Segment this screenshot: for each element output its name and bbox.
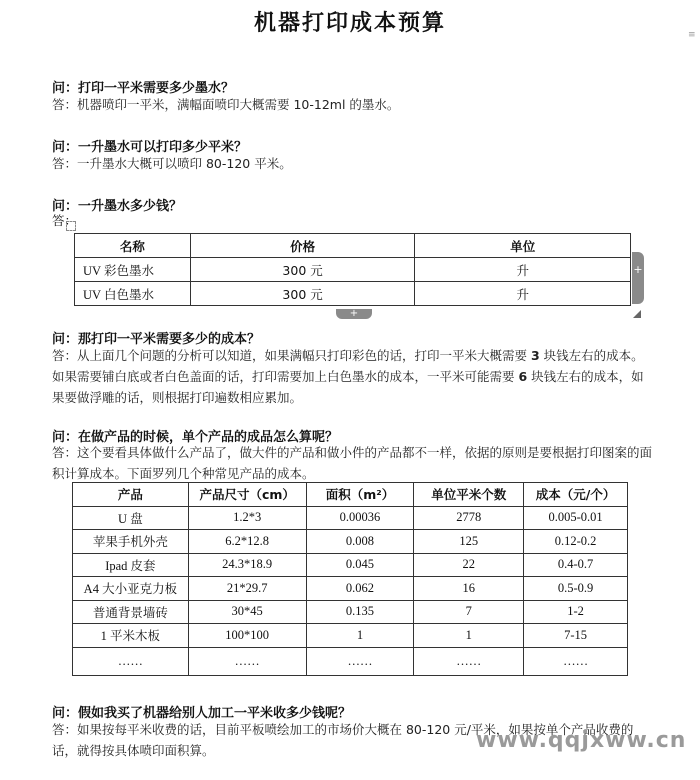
table-cell[interactable]: U 盘 bbox=[73, 506, 189, 530]
table-cell[interactable]: 1 bbox=[414, 624, 524, 648]
table-cell[interactable]: 1-2 bbox=[524, 600, 628, 624]
table-header-cell: 成本（元/个） bbox=[524, 483, 628, 507]
table-cell[interactable]: 1 bbox=[306, 624, 414, 648]
table-cell[interactable]: 6.2*12.8 bbox=[188, 530, 306, 554]
table-cell[interactable]: 1 平米木板 bbox=[73, 624, 189, 648]
table-cell[interactable]: 24.3*18.9 bbox=[188, 553, 306, 577]
table-cell[interactable]: 0.062 bbox=[306, 577, 414, 601]
table-cell[interactable]: …… bbox=[414, 647, 524, 675]
table-cell[interactable]: 0.135 bbox=[306, 600, 414, 624]
document-title: 机器打印成本预算 bbox=[253, 11, 446, 36]
answer-1: 答：机器喷印一平米，满幅面喷印大概需要 10-12ml 的墨水。 bbox=[52, 97, 400, 112]
table-row bbox=[73, 600, 628, 624]
question-2: 问：一升墨水可以打印多少平米？ bbox=[52, 140, 248, 155]
table-header-cell: 价格 bbox=[190, 234, 415, 258]
table-cell[interactable]: 1.2*3 bbox=[188, 506, 306, 530]
table-cell[interactable]: 100*100 bbox=[188, 624, 306, 648]
table-cell[interactable]: 300 元 bbox=[190, 258, 415, 282]
question-5: 问：在做产品的时候，单个产品的成品怎么算呢？ bbox=[52, 430, 339, 445]
table-header-cell: 产品 bbox=[73, 483, 189, 507]
answer-4-text: 块钱左右的成本。如果需要铺白底或者白色盖面的话，打印需要加上白色墨水的成本，一平米可能需要 bbox=[52, 348, 644, 384]
answer-4 bbox=[52, 345, 652, 408]
corner-mark-icon: ≡ bbox=[688, 30, 696, 40]
table-cell[interactable]: 300 元 bbox=[190, 282, 415, 306]
table-cell[interactable]: …… bbox=[306, 647, 414, 675]
table-cell[interactable]: 升 bbox=[415, 282, 631, 306]
plus-icon: + bbox=[633, 263, 643, 276]
answer-2: 答：一升墨水大概可以喷印 80-120 平米。 bbox=[52, 156, 292, 171]
answer-4-bold-3: 3 bbox=[530, 348, 540, 363]
table-move-handle-icon[interactable] bbox=[66, 221, 76, 231]
table-cell[interactable]: 22 bbox=[414, 553, 524, 577]
table-cell[interactable]: 0.5-0.9 bbox=[524, 577, 628, 601]
question-1: 问：打印一平米需要多少墨水？ bbox=[52, 81, 235, 96]
table-cell[interactable]: 16 bbox=[414, 577, 524, 601]
table-row bbox=[73, 624, 628, 648]
ink-price-table bbox=[74, 233, 631, 306]
table-cell[interactable]: …… bbox=[73, 647, 189, 675]
site-watermark: www.qqjxww.cn bbox=[476, 728, 687, 753]
answer-4-text: 答：从上面几个问题的分析可以知道，如果满幅只打印彩色的话，打印一平米大概需要 bbox=[52, 348, 531, 363]
table-header-cell: 单位 bbox=[415, 234, 631, 258]
question-3: 问：一升墨水多少钱？ bbox=[52, 199, 183, 214]
table-cell[interactable]: 0.4-0.7 bbox=[524, 553, 628, 577]
table-row bbox=[75, 282, 631, 306]
table-cell[interactable]: 2778 bbox=[414, 506, 524, 530]
add-column-handle[interactable] bbox=[632, 252, 644, 304]
table-cell[interactable]: 30*45 bbox=[188, 600, 306, 624]
table-cell[interactable]: 普通背景墙砖 bbox=[73, 600, 189, 624]
plus-icon: + bbox=[349, 308, 359, 319]
table-cell[interactable]: 21*29.7 bbox=[188, 577, 306, 601]
table-cell[interactable]: 0.008 bbox=[306, 530, 414, 554]
answer-4-text: 块钱左右的成本，如果要做浮雕的话，则根据打印遍数相应累加。 bbox=[52, 369, 644, 405]
answer-3: 答： bbox=[52, 213, 78, 228]
table-row bbox=[75, 258, 631, 282]
table-header-cell: 面积（m²） bbox=[306, 483, 414, 507]
table-header-cell: 产品尺寸（cm） bbox=[188, 483, 306, 507]
table-cell[interactable]: A4 大小亚克力板 bbox=[73, 577, 189, 601]
answer-4-bold-6: 6 bbox=[518, 369, 528, 384]
table-cell[interactable]: 7-15 bbox=[524, 624, 628, 648]
table-cell[interactable]: UV 彩色墨水 bbox=[75, 258, 191, 282]
table-row bbox=[73, 506, 628, 530]
table-cell[interactable]: 7 bbox=[414, 600, 524, 624]
answer-6: 答：如果按每平米收费的话，目前平板喷绘加工的市场价大概在 80-120 元/平米，如果按单个产品收费的话，就得按具体喷印面积算。 bbox=[52, 722, 634, 758]
table-cell[interactable]: UV 白色墨水 bbox=[75, 282, 191, 306]
table-cell[interactable]: 0.00036 bbox=[306, 506, 414, 530]
table-header-row bbox=[73, 483, 628, 507]
table-row bbox=[73, 577, 628, 601]
table-header-cell: 单位平米个数 bbox=[414, 483, 524, 507]
table-cell[interactable]: 125 bbox=[414, 530, 524, 554]
table-cell[interactable]: 苹果手机外壳 bbox=[73, 530, 189, 554]
table-cell[interactable]: 0.12-0.2 bbox=[524, 530, 628, 554]
table-row bbox=[73, 553, 628, 577]
table-header-cell: 名称 bbox=[75, 234, 191, 258]
product-cost-table bbox=[72, 482, 628, 676]
table-row bbox=[73, 530, 628, 554]
table-cell[interactable]: 0.045 bbox=[306, 553, 414, 577]
table-resize-handle-icon[interactable] bbox=[633, 310, 641, 318]
question-6: 问：假如我买了机器给别人加工一平米收多少钱呢？ bbox=[52, 706, 352, 721]
table-cell[interactable]: 0.005-0.01 bbox=[524, 506, 628, 530]
table-row bbox=[73, 647, 628, 675]
add-row-handle[interactable] bbox=[336, 309, 372, 319]
table-cell[interactable]: 升 bbox=[415, 258, 631, 282]
table-cell[interactable]: Ipad 皮套 bbox=[73, 553, 189, 577]
answer-5: 答：这个要看具体做什么产品了，做大件的产品和做小件的产品都不一样，依据的原则是要根据打印图案的面积计算成本。下面罗列几个种常见产品的成本。 bbox=[52, 445, 653, 481]
table-cell[interactable]: …… bbox=[188, 647, 306, 675]
question-4: 问：那打印一平米需要多少的成本？ bbox=[52, 332, 261, 347]
table-cell[interactable]: …… bbox=[524, 647, 628, 675]
table-header-row bbox=[75, 234, 631, 258]
